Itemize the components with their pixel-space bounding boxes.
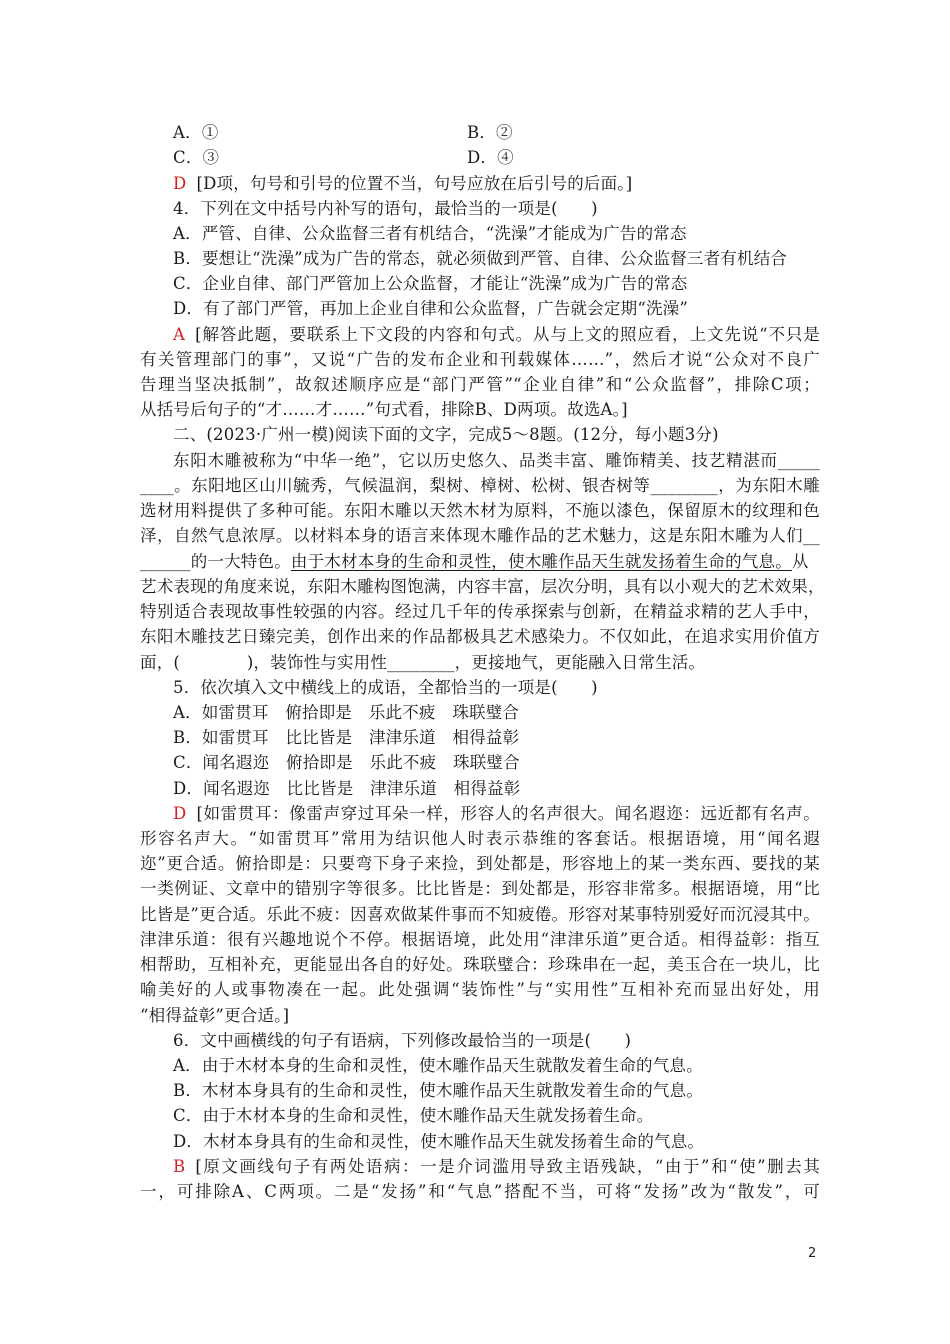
q4-option-b: B．要想让“洗澡”成为广告的常态，就必须做到严管、自律、公众监督三者有机结合 [173, 249, 788, 268]
q6-explanation-line-2: 一，可排除A、C两项。二是“发扬”和“气息”搭配不当，可将“发扬”改为“散发”，可 [140, 1182, 820, 1201]
q5-explanation-line-8: 喻美好的人或事物凑在一起。此处强调“装饰性”与“实用性”互相补充而显出好处，用 [140, 980, 820, 999]
q3-options-row-2 [173, 145, 820, 170]
q6-option-b: B．木材本身具有的生命和灵性，使木雕作品天生就散发着生命的气息。 [173, 1081, 704, 1100]
q5-answer-letter: D [173, 804, 187, 823]
q6-answer-letter: B [173, 1157, 186, 1176]
q5-explanation-line-3: 迩”更合适。俯拾即是：只要弯下身子来捡，到处都是，形容地上的某一类东西、要找的某 [140, 854, 820, 873]
q5-explanation-line-9: “相得益彰”更合适。] [140, 1006, 290, 1025]
q4-explanation-1: [解答此题，要联系上下文段的内容和句式。从与上文的照应看，上文先说“不只是 [195, 325, 820, 344]
q4-explanation-line-3: 告理当坚决抵制”，故叙述顺序应是“部门严管”“企业自律”和“公众监督”，排除C项； [140, 375, 820, 394]
q5-stem: 5．依次填入文中横线上的成语，全都恰当的一项是( ) [173, 678, 598, 697]
q4-answer-line-1 [173, 322, 820, 347]
q4-explanation-line-4: 从括号后句子的“才……才……”句式看，排除B、D两项。故选A。] [140, 400, 628, 419]
page-number: 2 [808, 1246, 817, 1261]
passage-line-4: 泽，自然气息浓厚。以材料本身的语言来体现木雕作品的艺术魅力，这是东阳木雕为人们__ [140, 526, 820, 545]
q3-answer-letter: D [173, 174, 187, 193]
passage-line-2: ____。东阳地区山川毓秀，气候温润，梨树、樟树、松树、银杏树等________，为东阳木雕 [140, 476, 820, 495]
passage-line-1: 东阳木雕被称为“中华一绝”，它以历史悠久、品类丰富、雕饰精美、技艺精湛而_____ [173, 451, 820, 470]
passage-line-5 [140, 549, 820, 574]
underlined-sentence: 由于木材本身的生命和灵性，使木雕作品天生就发扬着生命的气息。 [290, 552, 792, 571]
q6-stem: 6．文中画横线的句子有语病，下列修改最恰当的一项是( ) [173, 1031, 632, 1050]
passage-line-7: 特别适合表现故事性较强的内容。经过几千年的传承探索与创新，在精益求精的艺人手中， [140, 602, 820, 621]
passage-line-6: 艺术表现的角度来说，东阳木雕构图饱满，内容丰富，层次分明，具有以小观大的艺术效果， [140, 577, 825, 596]
q3-option-c: C．③ [173, 148, 220, 167]
passage-line-8: 东阳木雕技艺日臻完美，创作出来的作品都极具艺术感染力。不仅如此，在追求实用价值方 [140, 627, 820, 646]
q3-answer [173, 171, 820, 196]
q5-explanation-1: [如雷贯耳：像雷声穿过耳朵一样，形容人的名声很大。闻名遐迩：远近都有名声。 [196, 804, 820, 823]
passage-line-5-end: 从 [791, 552, 809, 571]
q6-option-d: D．木材本身具有的生命和灵性，使木雕作品天生就发扬着生命的气息。 [173, 1132, 705, 1151]
q3-options-row-1 [173, 120, 820, 145]
q5-explanation-line-2: 形容名声大。“如雷贯耳”常用为结识他人时表示恭维的客套话。根据语境，用“闻名遐 [140, 829, 820, 848]
q4-option-a: A．严管、自律、公众监督三者有机结合，“洗澡”才能成为广告的常态 [173, 224, 687, 243]
q3-answer-explanation: [D项，句号和引号的位置不当，句号应放在后引号的后面。] [196, 174, 633, 193]
q5-option-b: B．如雷贯耳 比比皆是 津津乐道 相得益彰 [173, 728, 520, 747]
q4-stem: 4．下列在文中括号内补写的语句，最恰当的一项是( ) [173, 199, 598, 218]
q5-explanation-line-6: 津津乐道：很有兴趣地说个不停。根据语境，此处用“津津乐道”更合适。相得益彰：指互 [140, 930, 820, 949]
q5-option-a: A．如雷贯耳 俯拾即是 乐此不疲 珠联璧合 [173, 703, 520, 722]
passage-line-9: 面，( )，装饰性与实用性________，更接地气，更能融入日常生活。 [140, 653, 706, 672]
q5-option-c: C．闻名遐迩 俯拾即是 乐此不疲 珠联璧合 [173, 753, 520, 772]
q4-option-c: C．企业自律、部门严管加上公众监督，才能让“洗澡”成为广告的常态 [173, 274, 688, 293]
q5-explanation-line-7: 相帮助，互相补充，更能显出各自的好处。珠联璧合：珍珠串在一起，美玉合在一块儿，比 [140, 955, 820, 974]
q3-option-b: B．② [467, 123, 513, 142]
q6-explanation-1: [原文画线句子有两处语病：一是介词滥用导致主语残缺，“由于”和“使”删去其 [195, 1157, 820, 1176]
passage-line-3: 选材用料提供了多种可能。东阳木雕以天然木材为原料，不施以漆色，保留原木的纹理和色 [140, 501, 820, 520]
q6-option-a: A．由于木材本身的生命和灵性，使木雕作品天生就散发着生命的气息。 [173, 1056, 703, 1075]
section-2-heading: 二、(2023·广州一模)阅读下面的文字，完成5～8题。(12分，每小题3分) [173, 425, 719, 444]
q4-answer-letter: A [173, 325, 186, 344]
q5-explanation-line-4: 一类例证、文章中的错别字等很多。比比皆是：到处都是，形容非常多。根据语境，用“比 [140, 879, 820, 898]
q4-option-d: D．有了部门严管，再加上企业自律和公众监督，广告就会定期“洗澡” [173, 299, 688, 318]
q6-option-c: C．由于木材本身的生命和灵性，使木雕作品天生就发扬着生命。 [173, 1106, 654, 1125]
q5-option-d: D．闻名遐迩 比比皆是 津津乐道 相得益彰 [173, 779, 521, 798]
q5-explanation-line-5: 比皆是”更合适。乐此不疲：因喜欢做某件事而不知疲倦。形容对某事特别爱好而沉浸其中。 [140, 905, 820, 924]
q6-answer-line-1 [173, 1154, 820, 1179]
q4-explanation-line-2: 有关管理部门的事”，又说“广告的发布企业和刊载媒体……”，然后才说“公众对不良广 [140, 350, 820, 369]
q3-option-a: A．① [173, 123, 219, 142]
q5-answer-line-1 [173, 801, 820, 826]
passage-line-5-start: ______的一大特色。 [140, 552, 291, 571]
q3-option-d: D．④ [467, 148, 514, 167]
